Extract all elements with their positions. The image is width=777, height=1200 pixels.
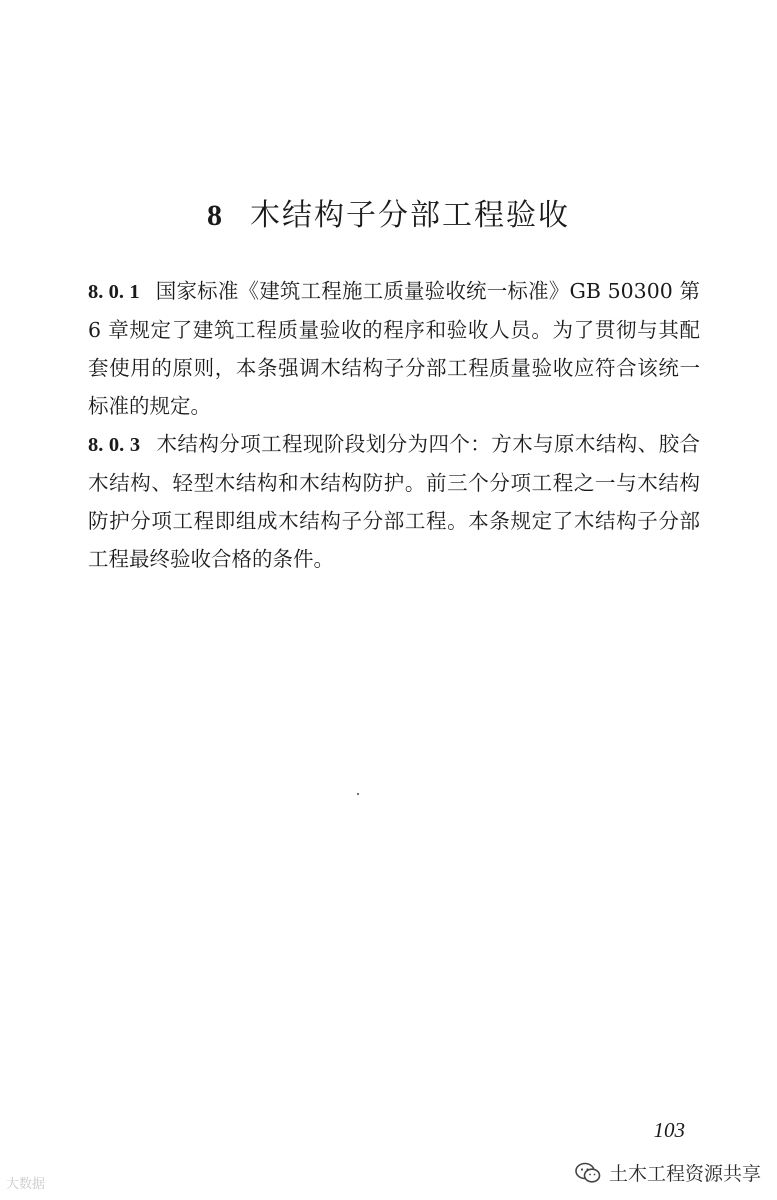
clause-number: 8. 0. 1 [88,281,140,303]
wechat-icon [575,1162,601,1184]
watermark-right-text: 土木工程资源共享 [608,1164,761,1185]
chapter-title [0,190,777,234]
clause-8-0-1 [88,272,700,425]
page-number: 103 [653,1118,685,1142]
chapter-title-text: 木结构子分部工程验收 [250,198,570,233]
watermark-right [575,1159,761,1186]
clause-number: 8. 0. 3 [88,434,141,456]
clause-text: 国家标准《建筑工程施工质量验收统一标准》GB 50300 第 6 章规定了建筑工程质量验收的程序和验收人员。为了贯彻与其配套使用的原则，本条强调木结构子分部工程质量验收应符合该统一标准的规定。 [88,279,701,418]
stray-dot [357,793,359,795]
chapter-number: 8 [207,199,224,232]
clause-text: 木结构分项工程现阶段划分为四个：方木与原木结构、胶合木结构、轻型木结构和木结构防护。前三个分项工程之一与木结构防护分项工程即组成木结构子分部工程。本条规定了木结构子分部工程最终验收合格的条件。 [88,432,701,571]
body-text [88,272,700,578]
clause-8-0-3 [88,425,700,578]
watermark-left: 大数据 [6,1176,46,1191]
